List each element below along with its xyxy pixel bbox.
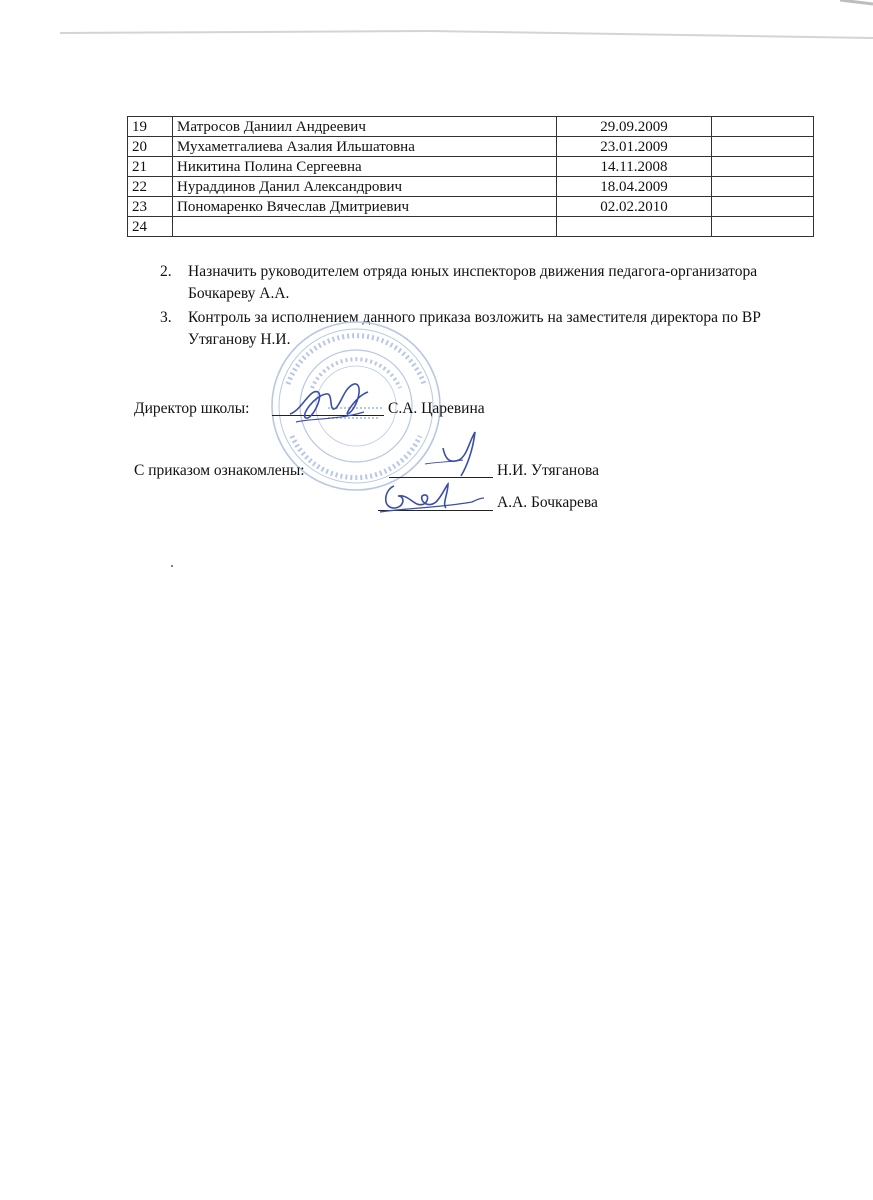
order-item-number: 2. bbox=[160, 263, 172, 280]
signatory-1-signature bbox=[415, 422, 495, 482]
director-signature-line bbox=[134, 399, 249, 419]
birth-date bbox=[557, 217, 712, 237]
birth-date: 18.04.2009 bbox=[557, 177, 712, 197]
table-row bbox=[128, 197, 814, 217]
row-number: 19 bbox=[128, 117, 173, 137]
birth-date: 14.11.2008 bbox=[557, 157, 712, 177]
pupil-name: Нураддинов Данил Александрович bbox=[173, 177, 557, 197]
row-number: 21 bbox=[128, 157, 173, 177]
order-item-text-cont: Бочкареву А.А. bbox=[188, 285, 290, 302]
pupil-name: Никитина Полина Сергеевна bbox=[173, 157, 557, 177]
director-label: Директор школы: bbox=[134, 400, 250, 417]
extra-cell bbox=[712, 177, 814, 197]
birth-date: 23.01.2009 bbox=[557, 137, 712, 157]
signatory-1-name: Н.И. Утяганова bbox=[497, 462, 599, 479]
scan-edge-shadow bbox=[0, 0, 873, 60]
director-name: С.А. Царевина bbox=[388, 400, 485, 417]
row-number: 20 bbox=[128, 137, 173, 157]
order-item-text-cont: Утяганову Н.И. bbox=[188, 331, 291, 348]
table-row bbox=[128, 177, 814, 197]
extra-cell bbox=[712, 157, 814, 177]
scan-speck bbox=[171, 565, 173, 567]
extra-cell bbox=[712, 137, 814, 157]
order-item-text: Контроль за исполнением данного приказа возложить на заместителя директора по ВР bbox=[188, 309, 761, 326]
pupil-name: Пономаренко Вячеслав Дмитриевич bbox=[173, 197, 557, 217]
director-signature bbox=[284, 370, 376, 430]
row-number: 23 bbox=[128, 197, 173, 217]
birth-date: 29.09.2009 bbox=[557, 117, 712, 137]
signatory-2-name: А.А. Бочкарева bbox=[497, 494, 598, 511]
table-row bbox=[128, 157, 814, 177]
extra-cell bbox=[712, 197, 814, 217]
signatory-2-blank bbox=[378, 510, 493, 511]
order-item-text: Назначить руководителем отряда юных инспекторов движения педагога-организатора bbox=[188, 263, 758, 280]
row-number: 22 bbox=[128, 177, 173, 197]
acknowledgement-label: С приказом ознакомлены: bbox=[134, 462, 305, 479]
signatory-2-signature bbox=[376, 478, 488, 518]
pupil-name bbox=[173, 217, 557, 237]
signatory-1-blank bbox=[389, 477, 493, 478]
extra-cell bbox=[712, 117, 814, 137]
table-row bbox=[128, 137, 814, 157]
table-row bbox=[128, 217, 814, 237]
row-number: 24 bbox=[128, 217, 173, 237]
pupil-name: Мухаметгалиева Азалия Ильшатовна bbox=[173, 137, 557, 157]
table-row bbox=[128, 117, 814, 137]
pupil-name: Матросов Даниил Андреевич bbox=[173, 117, 557, 137]
director-signature-blank bbox=[272, 415, 384, 416]
extra-cell bbox=[712, 217, 814, 237]
pupils-table bbox=[127, 116, 814, 237]
birth-date: 02.02.2010 bbox=[557, 197, 712, 217]
order-item-number: 3. bbox=[160, 309, 172, 326]
